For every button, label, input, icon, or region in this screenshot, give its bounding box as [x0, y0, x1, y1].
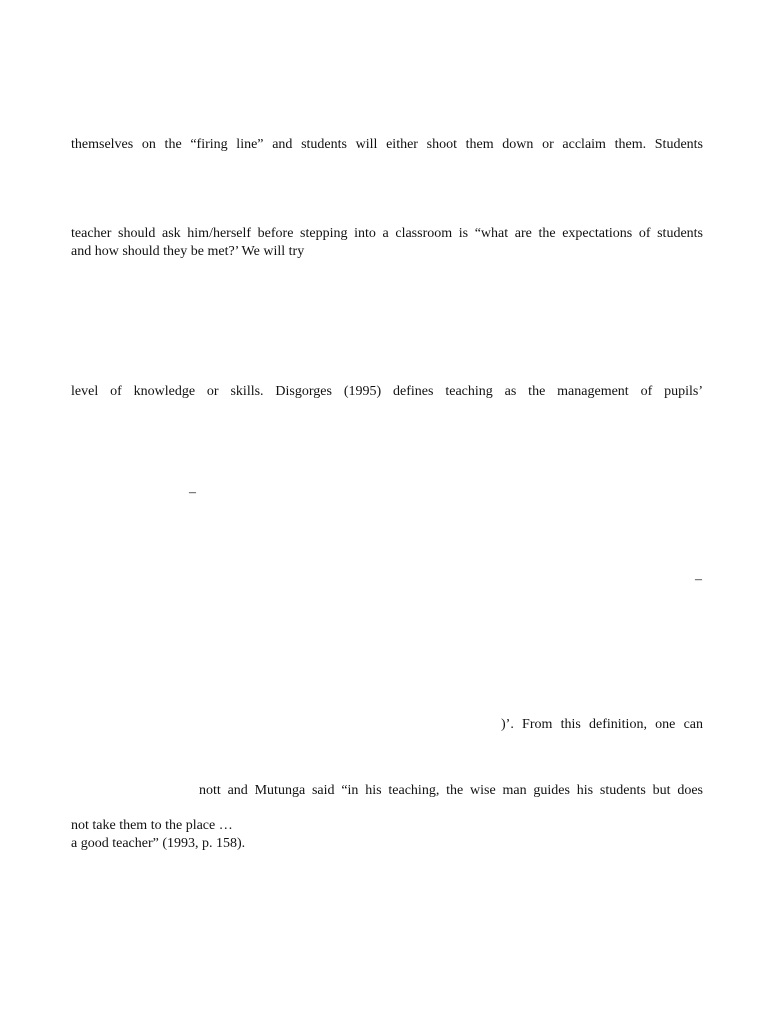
text-line: themselves on the “firing line” and students will either shoot them down or acclaim them. Students [71, 137, 703, 152]
text-line: nott and Mutunga said “in his teaching, the wise man guides his students but does [199, 783, 703, 798]
text-line: )’. From this definition, one can [501, 717, 703, 732]
dash-fragment: – [695, 572, 702, 587]
text-line: teacher should ask him/herself before stepping into a classroom is “what are the expectations of students [71, 226, 703, 241]
text-line: and how should they be met?’ We will try [71, 244, 305, 259]
dash-fragment: – [189, 485, 196, 500]
text-line: not take them to the place … [71, 818, 233, 833]
text-line: level of knowledge or skills. Disgorges (1995) defines teaching as the management of pupils’ [71, 384, 703, 399]
text-line: a good teacher” (1993, p. 158). [71, 836, 246, 851]
